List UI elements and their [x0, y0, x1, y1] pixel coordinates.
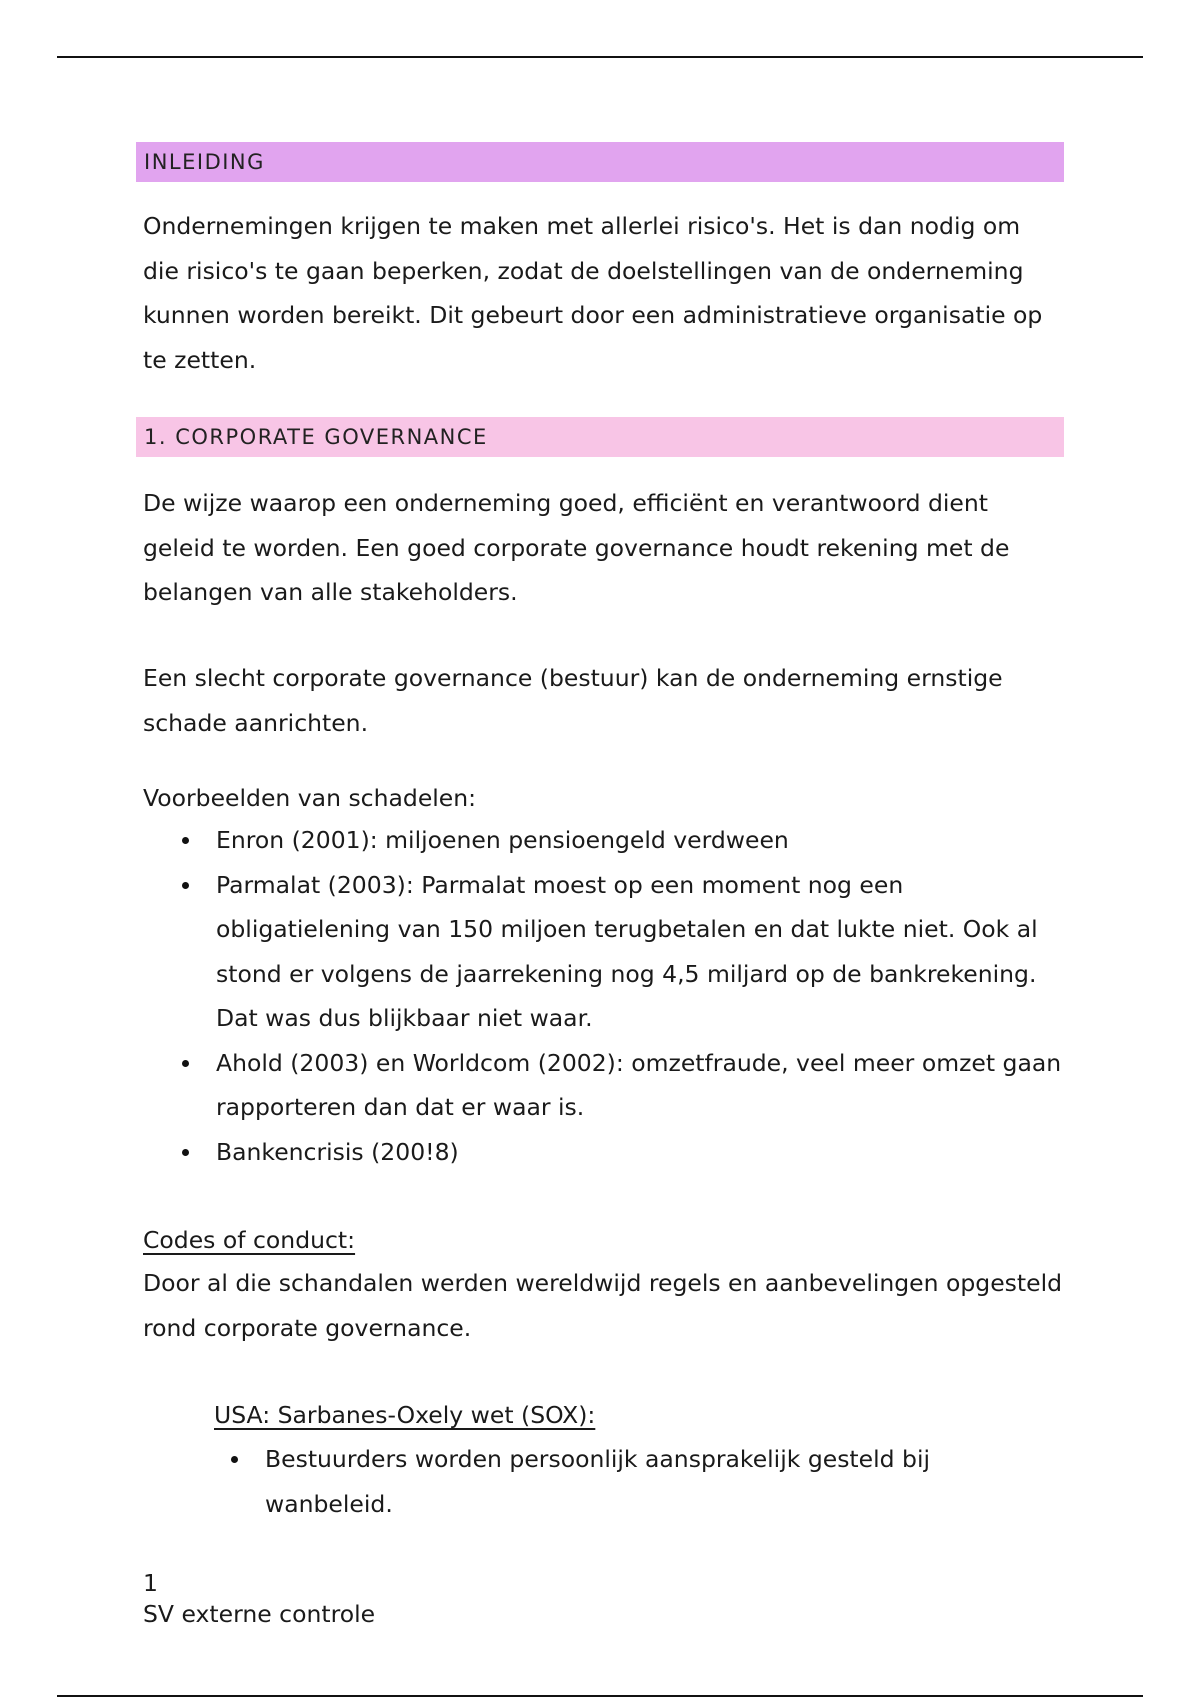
bottom-rule	[57, 1695, 1143, 1697]
page-footer	[143, 1568, 375, 1630]
examples-intro: Voorbeelden van schadelen:	[143, 784, 477, 812]
codes-of-conduct-title: Codes of conduct:	[143, 1226, 356, 1254]
list-item-text: Parmalat (2003): Parmalat moest op een moment nog een obligatielening van 150 miljoen terugbetalen en dat lukte niet. Ook al stond er volgens de jaarrekening nog 4,5 miljard op de bankrekening. Dat was dus blijkbaar niet waar.	[216, 870, 1038, 1032]
list-item-text: Bestuurders worden persoonlijk aansprakelijk gesteld bij wanbeleid.	[265, 1445, 930, 1518]
heading-corporate-governance	[136, 417, 1064, 457]
definition-paragraph: De wijze waarop een onderneming goed, efficiënt en verantwoord dient geleid te worden. Een goed corporate governance houdt rekening met de belangen van alle stakeholders.	[143, 489, 1010, 606]
bullet-icon	[182, 837, 189, 844]
heading-inleiding	[136, 142, 1064, 182]
list-item	[214, 1437, 974, 1526]
bullet-icon	[182, 1060, 189, 1067]
list-item-text: Bankencrisis (200!8)	[216, 1137, 459, 1166]
bad-governance-paragraph: Een slecht corporate governance (bestuur) kan de onderneming ernstige schade aanrichten.	[143, 664, 1003, 737]
usa-sox-title: USA: Sarbanes-Oxely wet (SOX):	[214, 1401, 596, 1429]
bullet-icon	[231, 1456, 238, 1463]
sox-list	[214, 1437, 974, 1526]
document-title: SV externe controle	[143, 1600, 376, 1628]
codes-of-conduct-paragraph: Door al die schandalen werden wereldwijd regels en aanbevelingen opgesteld rond corporate governance.	[143, 1269, 1063, 1342]
list-item	[143, 1041, 1063, 1130]
list-item-text: Enron (2001): miljoenen pensioengeld verdween	[216, 826, 789, 854]
heading-inleiding-label: INLEIDING	[144, 150, 265, 174]
examples-list	[143, 818, 1063, 1174]
bullet-icon	[182, 882, 189, 889]
list-item	[143, 1130, 1063, 1175]
page-number: 1	[143, 1569, 158, 1597]
list-item	[143, 818, 1063, 863]
list-item	[143, 863, 1063, 1041]
intro-paragraph: Ondernemingen krijgen te maken met allerlei risico's. Het is dan nodig om die risico's te gaan beperken, zodat de doelstellingen van de onderneming kunnen worden bereikt. Dit gebeurt door een administratieve organisatie op te zetten.	[143, 212, 1043, 374]
top-rule	[57, 56, 1143, 58]
bullet-icon	[182, 1149, 189, 1156]
heading-corporate-governance-label: 1. CORPORATE GOVERNANCE	[144, 425, 488, 449]
list-item-text: Ahold (2003) en Worldcom (2002): omzetfraude, veel meer omzet gaan rapporteren dan dat er waar is.	[216, 1048, 1062, 1121]
